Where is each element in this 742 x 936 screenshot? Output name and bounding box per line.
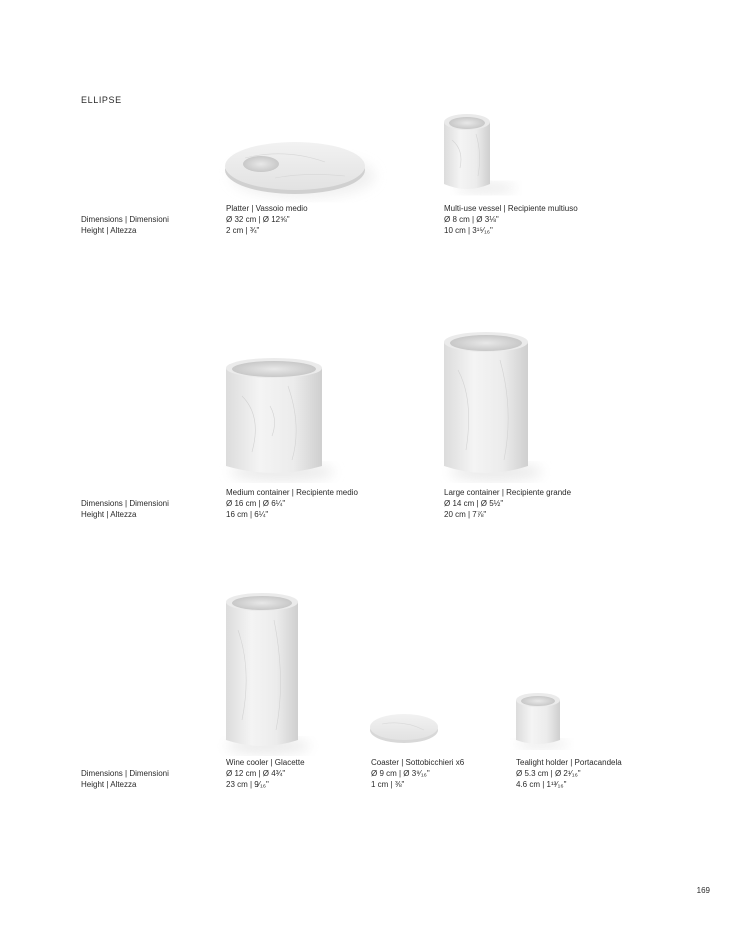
height-label: Height | Altezza bbox=[81, 780, 137, 789]
product-spec bbox=[226, 757, 305, 790]
section-title: ELLIPSE bbox=[81, 95, 122, 105]
row-labels-1 bbox=[81, 214, 169, 236]
product-dimensions: Ø 14 cm | Ø 5½" bbox=[444, 499, 504, 508]
large-container-image bbox=[440, 330, 540, 480]
product-name: Multi-use vessel | Recipiente multiuso bbox=[444, 204, 578, 213]
height-label: Height | Altezza bbox=[81, 510, 137, 519]
product-dimensions: Ø 12 cm | Ø 4¾" bbox=[226, 769, 286, 778]
product-spec bbox=[226, 487, 358, 520]
product-height: 10 cm | 3¹⁵⁄₁₆" bbox=[444, 226, 493, 235]
product-height: 20 cm | 7⅞" bbox=[444, 510, 487, 519]
medium-container-image bbox=[222, 356, 332, 481]
page-number: 169 bbox=[696, 886, 710, 895]
product-height: 1 cm | ⅜" bbox=[371, 780, 405, 789]
dimensions-label: Dimensions | Dimensioni bbox=[81, 499, 169, 508]
dimensions-label: Dimensions | Dimensioni bbox=[81, 215, 169, 224]
product-name: Tealight holder | Portacandela bbox=[516, 758, 622, 767]
product-name: Medium container | Recipiente medio bbox=[226, 488, 358, 497]
product-height: 23 cm | 9⁄₁₆" bbox=[226, 780, 269, 789]
product-height: 4.6 cm | 1¹³⁄₁₆" bbox=[516, 780, 567, 789]
multi-use-vessel-image bbox=[438, 110, 518, 195]
product-spec bbox=[226, 203, 308, 236]
coaster-image bbox=[364, 708, 454, 748]
product-dimensions: Ø 5.3 cm | Ø 2¹⁄₁₆" bbox=[516, 769, 581, 778]
product-name: Wine cooler | Glacette bbox=[226, 758, 305, 767]
product-dimensions: Ø 32 cm | Ø 12⅝" bbox=[226, 215, 290, 224]
product-height: 2 cm | ¾" bbox=[226, 226, 260, 235]
product-dimensions: Ø 16 cm | Ø 6¼" bbox=[226, 499, 286, 508]
product-name: Platter | Vassoio medio bbox=[226, 204, 308, 213]
product-dimensions: Ø 9 cm | Ø 3⁹⁄₁₆" bbox=[371, 769, 430, 778]
row-labels-3 bbox=[81, 768, 169, 790]
product-name: Large container | Recipiente grande bbox=[444, 488, 572, 497]
platter-image bbox=[215, 128, 375, 203]
product-spec bbox=[371, 757, 464, 790]
dimensions-label: Dimensions | Dimensioni bbox=[81, 769, 169, 778]
tealight-holder-image bbox=[512, 690, 572, 750]
product-height: 16 cm | 6¼" bbox=[226, 510, 269, 519]
wine-cooler-image bbox=[222, 590, 312, 755]
product-dimensions: Ø 8 cm | Ø 3⅛" bbox=[444, 215, 499, 224]
row-labels-2 bbox=[81, 498, 169, 520]
height-label: Height | Altezza bbox=[81, 226, 137, 235]
product-name: Coaster | Sottobicchieri x6 bbox=[371, 758, 465, 767]
product-spec bbox=[444, 203, 578, 236]
product-spec bbox=[516, 757, 622, 790]
product-spec bbox=[444, 487, 571, 520]
